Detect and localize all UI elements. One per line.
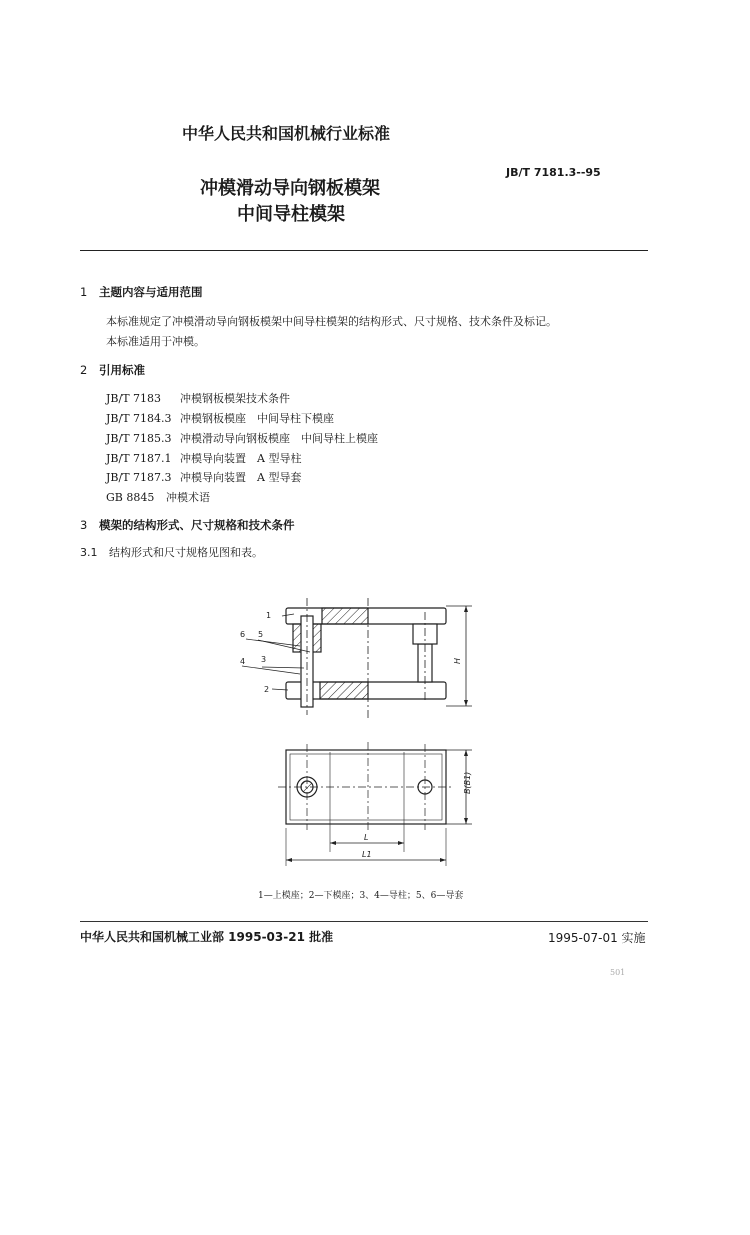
subsection-number: 3.1 [80,546,98,559]
section-number: 3 [80,518,88,532]
document-title-line2: 中间导柱模架 [237,204,345,225]
reference-title: 冲模滑动导向钢板模座 中间导柱上模座 [180,432,378,445]
section-title: 引用标准 [98,363,145,377]
reference-title: 冲模导向装置 A 型导柱 [180,452,302,465]
section-title: 模架的结构形式、尺寸规格和技术条件 [98,518,295,532]
figure-caption: 1—上模座；2—下模座；3、4—导柱；5、6—导套 [258,891,464,901]
reference-code: JB/T 7185.3 [106,432,172,445]
section-number: 2 [80,363,88,377]
reference-code: JB/T 7187.3 [106,471,172,484]
lower-shoe-section [320,682,368,699]
issuing-organization: 中华人民共和国机械行业标准 [182,124,391,143]
reference-title: 冲模导向装置 A 型导套 [180,471,302,484]
dimension-label-H: H [453,657,462,664]
section-1-paragraph: 本标准适用于冲模。 [106,335,205,348]
plan-view-labels [362,772,472,859]
reference-title: 冲模钢板模架技术条件 [180,392,290,405]
subsection-text: 结构形式和尺寸规格见图和表。 [109,546,263,559]
dimension-label-B: B(B1) [463,771,472,794]
part-label-6: 6 [240,630,246,639]
reference-title: 冲模术语 [166,491,210,504]
reference-code: JB/T 7184.3 [106,412,172,425]
reference-code: GB 8845 [106,491,155,504]
reference-code: JB/T 7183 [106,392,162,405]
document-title-line1: 冲模滑动导向钢板模架 [200,178,380,199]
part-label-4: 4 [240,657,246,666]
approval-info: 中华人民共和国机械工业部 1995-03-21 批准 [80,930,334,944]
effective-date: 1995-07-01 实施 [548,931,646,945]
reference-code: JB/T 7187.1 [106,452,172,465]
footer-divider [80,921,648,922]
front-view [242,598,472,718]
part-label-2: 2 [264,685,270,694]
section-1-paragraph: 本标准规定了冲模滑动导向钢板模架中间导柱模架的结构形式、尺寸规格、技术条件及标记。 [106,315,557,328]
standard-code: JB/T 7181.3--95 [506,166,601,179]
dimension-label-L: L [364,833,369,842]
part-label-5: 5 [258,630,264,639]
part-label-3: 3 [261,655,267,664]
guide-post-left [301,616,313,707]
reference-title: 冲模钢板模座 中间导柱下模座 [180,412,334,425]
page-number: 501 [610,968,626,977]
section-title: 主题内容与适用范围 [98,285,203,299]
plan-view [278,742,472,866]
section-number: 1 [80,285,88,299]
upper-shoe-section [322,608,368,624]
part-label-1: 1 [266,611,272,620]
dimension-label-L1: L1 [362,850,372,859]
